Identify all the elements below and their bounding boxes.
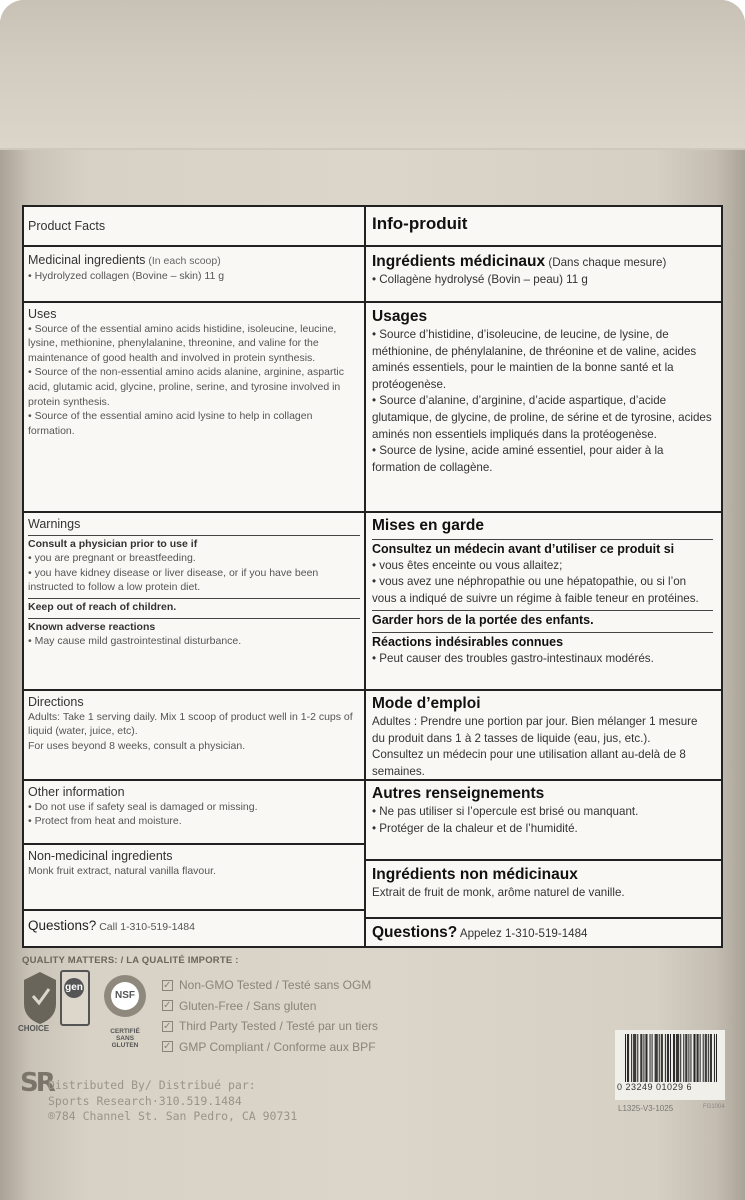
left-directions-text: Adults: Take 1 serving daily. Mix 1 scoop of product well in 1-2 cups of liquid (water, juice, etc). [28,710,353,738]
barcode-bars [625,1034,717,1082]
barcode-bar [633,1034,634,1082]
nsf-caption: CERTIFIÉ SANS GLUTEN [110,1028,140,1049]
barcode-bar [685,1034,686,1082]
right-other-section [364,781,721,861]
barcode-bar [676,1034,677,1082]
right-adverse-item: • Peut causer des troubles gastro-intestinaux modérés. [372,651,654,665]
left-directions-section [24,691,364,781]
barcode-bar [640,1034,641,1082]
check-label: Gluten-Free / Sans gluten [179,998,317,1013]
barcode-bar [703,1034,704,1082]
left-keep-out: Keep out of reach of children. [28,598,360,615]
check-item [162,1016,378,1037]
barcode-bar [625,1034,626,1082]
sr-logo: SR [20,1068,53,1098]
left-medicinal-item: • Hydrolyzed collagen (Bovine – skin) 11 g [28,269,225,282]
left-questions-section [24,911,364,948]
distributor-info [48,1078,297,1125]
left-medicinal-note: (In each scoop) [148,255,221,267]
english-column [24,207,366,946]
nsf-icon: NSF [111,982,139,1010]
barcode-bar [643,1034,644,1082]
right-medicinal-note: (Dans chaque mesure) [548,256,667,269]
barcode-bar [650,1034,651,1082]
barcode-bar [628,1034,629,1082]
left-medicinal-heading: Medicinal ingredients [28,253,146,267]
left-nonmed-heading: Non-medicinal ingredients [28,849,173,863]
check-label: GMP Compliant / Conforme aux BPF [179,1039,376,1054]
barcode-bar [634,1034,635,1082]
right-title: Info-produit [372,214,468,233]
left-other-heading: Other information [28,785,125,799]
right-other-item: • Protéger de la chaleur et de l’humidité. [372,821,578,835]
distributor-line: ®784 Channel St. San Pedro, CA 90731 [48,1109,298,1123]
quality-heading: QUALITY MATTERS: / LA QUALITÉ IMPORTE : [22,955,239,966]
left-warnings-item: • you have kidney disease or liver disease, or if you have been instructed to follow a low protein diet. [28,566,319,594]
right-medicinal-heading: Ingrédients médicinaux [372,253,546,270]
right-warnings-item: • vous avez une néphropathie ou une hépatopathie, ou si l’on vous a indiqué de suivre un régime à faible teneur en protéines. [372,575,699,605]
left-medicinal-section [24,247,364,303]
barcode-bar [714,1034,715,1082]
left-warnings-consult: Consult a physician prior to use if [28,535,360,552]
barcode-bar [708,1034,709,1082]
checkbox-icon [162,980,173,991]
barcode-number: 0 23249 01029 6 [617,1082,693,1092]
product-facts-label [22,205,723,948]
left-uses-section [24,303,364,513]
distributor-line: Sports Research·310.519.1484 [48,1093,242,1108]
barcode-bar [680,1034,681,1082]
right-keep-out: Garder hors de la portée des enfants. [372,610,713,629]
barcode-bar [688,1034,689,1082]
barcode-bar [652,1034,653,1082]
barcode-bar [690,1034,691,1082]
left-other-section [24,781,364,845]
barcode-bar [637,1034,638,1082]
right-nonmed-section [364,861,721,919]
left-warnings-heading: Warnings [28,517,81,531]
barcode-bar [706,1034,707,1082]
right-warnings-section [364,513,721,691]
barcode-bar [677,1034,678,1082]
barcode-bar [716,1034,717,1082]
barcode-bar [645,1034,646,1082]
right-title-section [364,207,721,247]
barcode-bar [695,1034,696,1082]
barcode-bar [641,1034,642,1082]
right-uses-heading: Usages [372,308,428,325]
right-nonmed-text: Extrait de fruit de monk, arôme naturel de vanille. [372,886,625,899]
left-adverse-heading: Known adverse reactions [28,618,360,635]
barcode-bar [665,1034,666,1082]
barcode-bar [635,1034,636,1082]
right-nonmed-heading: Ingrédients non médicinaux [372,866,578,883]
right-adverse-heading: Réactions indésirables connues [372,632,713,651]
left-warnings-section [24,513,364,691]
right-directions-text: Adultes : Prendre une portion par jour. Bien mélanger 1 mesure du produit dans 1 à 2 tasses de liquide (eau, jus, etc.). [372,715,698,745]
left-title: Product Facts [28,219,106,233]
check-item [162,975,378,996]
left-nonmed-text: Monk fruit extract, natural vanilla flavour. [28,864,216,877]
barcode-bar [710,1034,711,1082]
lot-number: L1325-V3-1025 [618,1104,674,1113]
right-questions-label: Questions? [372,924,458,941]
barcode-bar [667,1034,668,1082]
check-item [162,1037,378,1058]
right-uses-item: • Source de lysine, acide aminé essentiel, pour aider à la formation de collagène. [372,444,664,474]
left-uses-item: • Source of the essential amino acid lysine to help in collagen formation. [28,410,313,437]
barcode-bar [674,1034,675,1082]
left-questions-phone: Call 1-310-519-1484 [99,921,195,933]
barcode-bar [700,1034,701,1082]
barcode-bar [657,1034,658,1082]
right-directions-heading: Mode d’emploi [372,695,481,712]
right-uses-item: • Source d’histidine, d’isoleucine, de leucine, de lysine, de méthionine, de phénylalanine, de thréonine et de valine, acides aminés essentiels, pour le maintien de la bonne santé et la protéogenèse. [372,328,697,391]
barcode-bar [646,1034,647,1082]
barcode-bar [697,1034,698,1082]
left-nonmed-section [24,845,364,911]
left-uses-heading: Uses [28,307,57,321]
jar-lid [0,0,745,150]
barcode-bar [627,1034,628,1082]
barcode-bar [678,1034,679,1082]
check-item [162,996,378,1017]
barcode-bar [705,1034,706,1082]
left-warnings-item: • you are pregnant or breastfeeding. [28,552,196,565]
left-other-item: • Do not use if safety seal is damaged or missing. [28,800,258,813]
right-other-item: • Ne pas utiliser si l’opercule est brisé ou manquant. [372,805,639,818]
barcode-bar [711,1034,712,1082]
barcode-bar [668,1034,669,1082]
checkbox-icon [162,1021,173,1032]
left-directions-heading: Directions [28,695,84,709]
right-warnings-consult: Consultez un médecin avant d’utiliser ce produit si [372,539,713,558]
checkbox-icon [162,1000,173,1011]
barcode-bar [655,1034,656,1082]
right-warnings-heading: Mises en garde [372,517,484,534]
quality-checklist [162,975,378,1057]
barcode-bar [673,1034,674,1082]
checkbox-icon [162,1041,173,1052]
left-uses-item: • Source of the non-essential amino acids alanine, arginine, aspartic acid, glutamic acid, glycine, proline, serine, and tyrosine involved in protein synthesis. [28,366,344,408]
barcode-bar [686,1034,687,1082]
right-other-heading: Autres renseignements [372,785,545,802]
nsf-gluten-free-badge [104,975,146,1017]
right-medicinal-section [364,247,721,303]
barcode-bar [693,1034,694,1082]
check-label: Non-GMO Tested / Testé sans OGM [179,978,372,992]
barcode [615,1030,725,1100]
barcode-bar [661,1034,662,1082]
gen-icon: gen [64,978,84,998]
left-title-section [24,207,364,247]
left-directions-text2: For uses beyond 8 weeks, consult a physician. [28,739,246,752]
right-uses-section [364,303,721,513]
right-medicinal-item: • Collagène hydrolysé (Bovin – peau) 11 g [372,273,588,286]
french-column [364,207,721,946]
lid-seam [0,148,745,150]
check-label: Third Party Tested / Testé par un tiers [179,1019,378,1033]
barcode-bar [631,1034,632,1082]
right-directions-section [364,691,721,781]
barcode-bar [659,1034,660,1082]
right-questions-phone: Appelez 1-310-519-1484 [459,927,588,940]
barcode-bar [670,1034,671,1082]
non-gmo-badge [60,970,90,1026]
left-questions-label: Questions? [28,918,97,933]
choice-label: CHOICE [18,1024,50,1033]
left-adverse-item: • May cause mild gastrointestinal disturbance. [28,635,242,648]
barcode-bar [683,1034,684,1082]
right-directions-text2: Consultez un médecin pour une utilisation allant au-delà de 8 semaines. [372,748,686,778]
right-uses-item: • Source d’alanine, d’arginine, d’acide aspartique, d’acide glutamique, de glycine, de proline, de sérine et de tyrosine, acides aminés non essentiels impliqués dans la protéogenèse. [372,394,712,441]
distributor-line: Distributed By/ Distribué par: [48,1078,256,1092]
right-questions-section [364,919,721,948]
right-warnings-item: • vous êtes enceinte ou vous allaitez; [372,558,563,572]
left-uses-item: • Source of the essential amino acids histidine, isoleucine, leucine, lysine, methionine, phenylalanine, threonine, and valine for the maintenance of good health and involved in protein synthesis. [28,322,337,364]
barcode-bar [698,1034,699,1082]
barcode-bar [662,1034,663,1082]
barcode-bar [656,1034,657,1082]
product-code: FG1004 [703,1104,725,1110]
left-other-item: • Protect from heat and moisture. [28,815,182,828]
